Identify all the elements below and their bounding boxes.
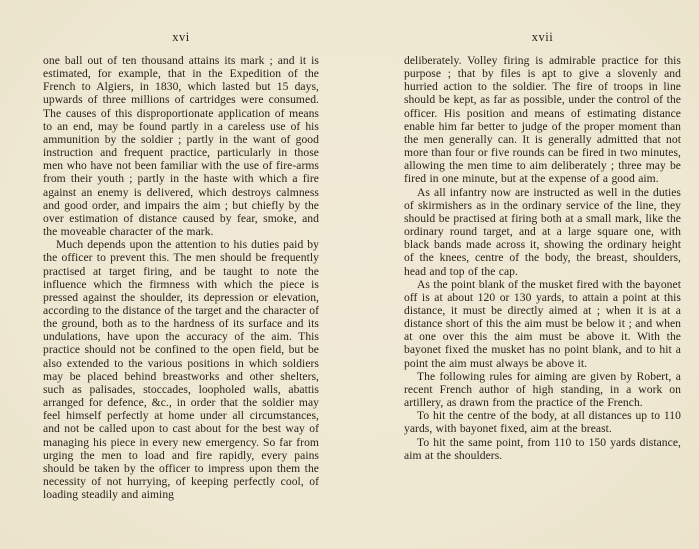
- page-text-left: [43, 54, 319, 501]
- paragraph: As the point blank of the musket fired with the bayonet off is at about 120 or 130 yards, to attain a point at this distance, it must be directly aimed at ; when it is at a distance short of this the aim must be below it ; and when at one over this the aim must be above it. With the bayonet fixed the musket has no point blank, and to hit a point the aim must always be above it.: [404, 277, 681, 370]
- paragraph: To hit the centre of the body, at all distances up to 110 yards, with bayonet fixed, aim at the breast.: [404, 409, 681, 436]
- page-text-right: [404, 54, 681, 462]
- page-number-right: xvii: [531, 30, 554, 44]
- paragraph: deliberately. Volley firing is admirable practice for this purpose ; that by files is apt to give a slovenly and hurried action to the soldier. The fire of troops in line should be kept, as far as possible, under the control of the officer. His position and means of estimating distance enable him far better to judge of the proper moment than the men generally can. It is generally admitted that not more than four or five rounds can be fired in two minutes, allowing the men time to aim deliberately ; three may be fired in one minute, but at the expense of a good aim.: [404, 54, 681, 186]
- paragraph: Much depends upon the attention to his duties paid by the officer to prevent this. The men should be frequently practised at target firing, and be taught to note the influence which the firmness with which the piece is pressed against the shoulder, its depression or elevation, according to the distance of the target and the character of the ground, both as to the hardness of its surface and its undulations, have upon the accuracy of the aim. This practice should not be confined to the open field, but be also extended to the various positions in which soldiers may be placed behind breastworks and other shelters, such as palisades, stoccades, loopholed walls, abattis arranged for defence, &c., in order that the soldier may feel himself perfectly at home under all circumstances, and not be called upon to cast about for the best way of managing his piece in every new emergency. So far from urging the men to load and fire rapidly, every pains should be taken by the officer to impress upon them the necessity of not hurrying, of keeping perfectly cool, of loading steadily and aiming: [43, 238, 319, 502]
- page-number-left: xvi: [172, 30, 190, 44]
- paragraph: one ball out of ten thousand attains its mark ; and it is estimated, for example, that in the Expedition of the French to Algiers, in 1830, which lasted but 15 days, upwards of three millions of cartridges were consumed. The causes of this disproportionate application of means to an end, may be found partly in a careless use of his ammunition by the soldier ; partly in the want of good instruction and frequent practice, particularly in those men who have not been familiar with the use of fire-arms from their youth ; partly in the haste with which a fire against an enemy is delivered, which destroys calmness and good order, and impairs the aim ; but chiefly by the over estimation of distance caused by fear, smoke, and the moveable character of the mark.: [43, 54, 319, 239]
- paragraph: The following rules for aiming are given by Robert, a recent French author of high standing, in a work on artillery, as drawn from the practice of the French.: [404, 369, 681, 410]
- page-right: [404, 30, 681, 462]
- paragraph: To hit the same point, from 110 to 150 yards distance, aim at the shoulders.: [404, 435, 681, 462]
- paragraph: As all infantry now are instructed as well in the duties of skirmishers as in the ordinary service of the line, they should be practised at firing both at a small mark, like the ordinary round target, and at a large square one, with black bands made across it, showing the ordinary height of the knees, centre of the body, the breast, shoulders, head and top of the cap.: [404, 185, 681, 278]
- page-left: [43, 30, 319, 501]
